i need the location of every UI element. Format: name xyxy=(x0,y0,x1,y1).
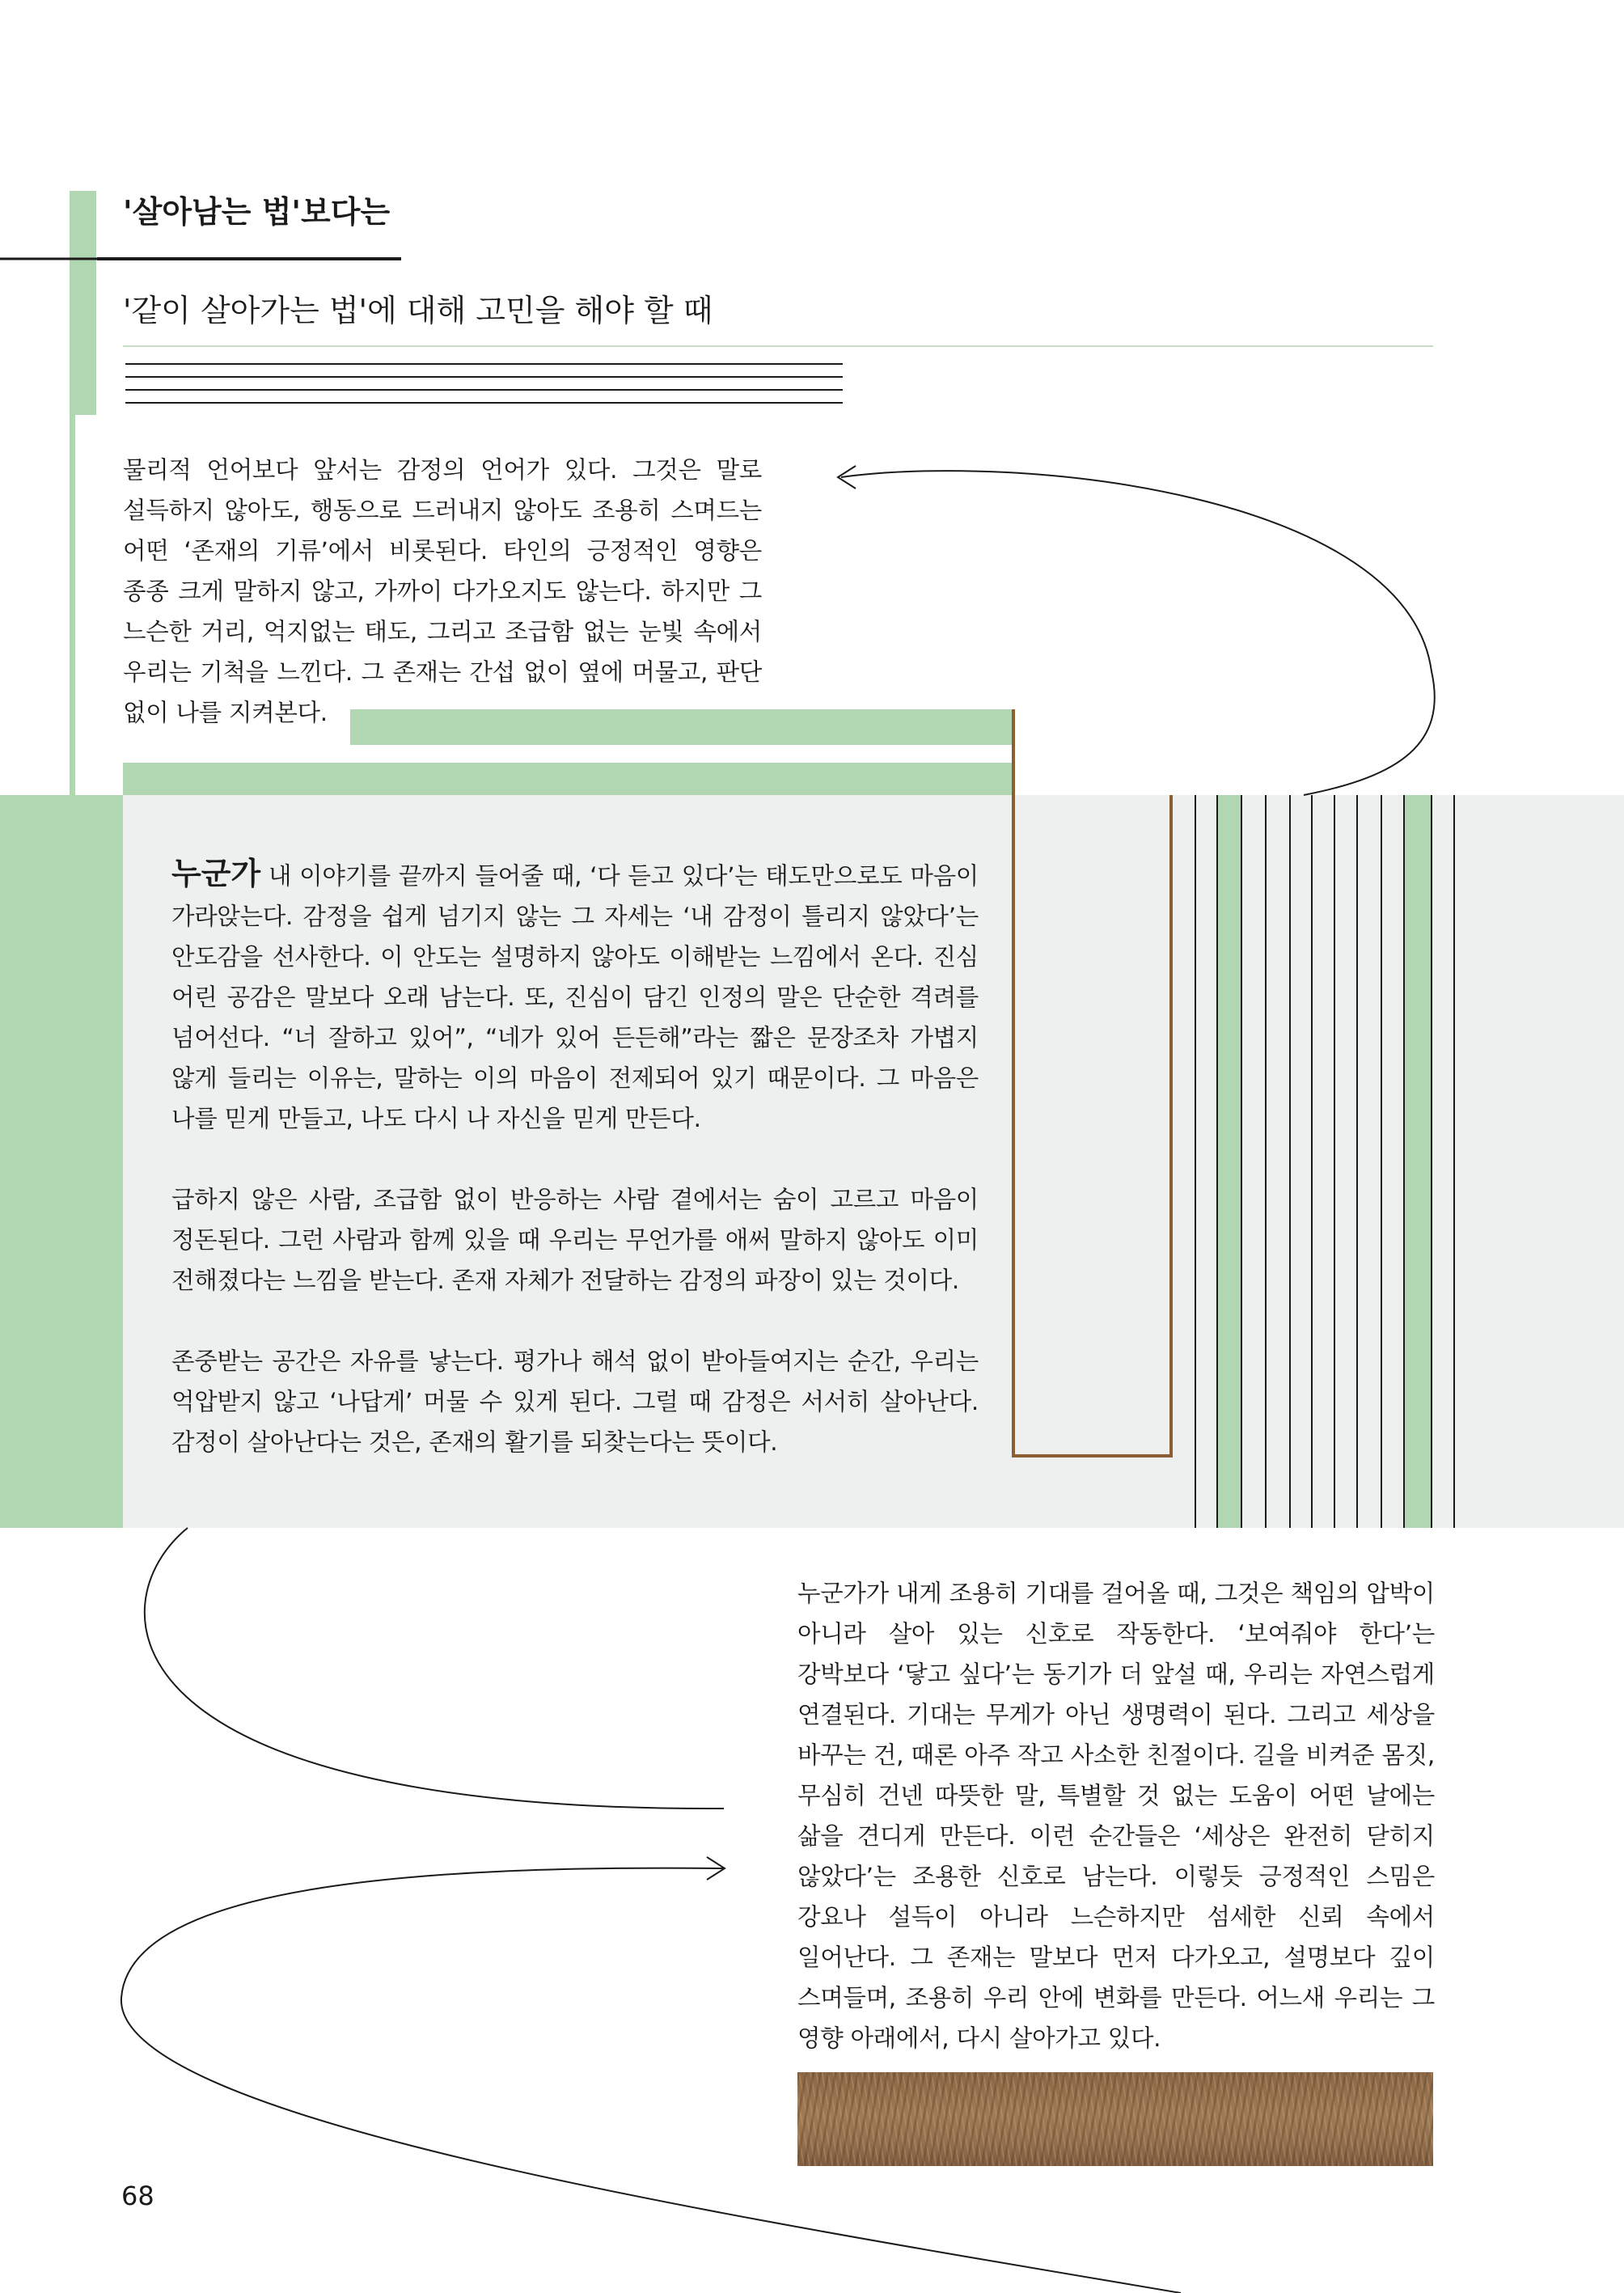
main-article-text xyxy=(171,853,979,1503)
main-paragraph-1 xyxy=(171,853,979,1139)
intro-paragraph: 물리적 언어보다 앞서는 감정의 언어가 있다. 그것은 말로 설득하지 않아도, 행동으로 드러내지 않아도 조용히 스며드는 어떤 ‘존재의 기류’에서 비롯된다. 타인의 긍정적인 영향은 종종 크게 말하지 않고, 가까이 다가오지도 않는다. 하지만 그 느슨한 거리, 억지없는 태도, 그리고 조급함 없는 눈빛 속에서 우리는 기척을 느낀다. 그 존재는 간섭 없이 옆에 머물고, 판단 없이 나를 지켜본다. xyxy=(123,456,762,726)
soil-photo-strip xyxy=(797,2072,1433,2166)
upper-curve-line xyxy=(841,471,1435,795)
main-paragraph-3: 존중받는 공간은 자유를 낳는다. 평가나 해석 없이 받아들여지는 순간, 우리는 억압받지 않고 ‘나답게’ 머물 수 있게 된다. 그럴 때 감정은 서서히 살아난다. 감정이 살아난다는 것은, 존재의 활기를 되찾는다는 뜻이다. xyxy=(171,1347,979,1456)
lead-word: 누군가 xyxy=(171,856,261,891)
main-paragraph-1-text: 내 이야기를 끝까지 들어줄 때, ‘다 듣고 있다’는 태도만으로도 마음이 가라앉는다. 감정을 쉽게 넘기지 않는 그 자세는 ‘내 감정이 틀리지 않았다’는 안도감을 선사한다. 이 안도는 설명하지 않아도 이해받는 느낌에서 온다. 진심 어린 공감은 말보다 오래 남는다. 또, 진심이 담긴 인정의 말은 단순한 격려를 넘어선다. “너 잘하고 있어”, “네가 있어 든든해”라는 짧은 문장조차 가볍지 않게 들리는 이유는, 말하는 이의 마음이 전제되어 있기 때문이다. 그 마음은 나를 믿게 만들고, 나도 다시 나 자신을 믿게 만든다. xyxy=(171,862,979,1132)
green-stripe-2 xyxy=(1404,795,1432,1528)
right-column-paragraph: 누군가가 내게 조용히 기대를 걸어올 때, 그것은 책임의 압박이 아니라 살아 있는 신호로 작동한다. ‘보여줘야 한다’는 강박보다 ‘닿고 싶다’는 동기가 더 앞설 때, 우리는 자연스럽게 연결된다. 기대는 무게가 아닌 생명력이 된다. 그리고 세상을 바꾸는 건, 때론 아주 작고 사소한 친절이다. 길을 비켜준 몸짓, 무심히 건넨 따뜻한 말, 특별할 것 없는 도움이 어떤 날에는 삶을 견디게 만든다. 이런 순간들은 ‘세상은 완전히 닫히지 않았다’는 조용한 신호로 남는다. 이렇듯 긍정적인 스밈은 강요나 설득이 아니라 느슨하지만 섬세한 신뢰 속에서 일어난다. 그 존재는 말보다 먼저 다가오고, 설명보다 깊이 스며들며, 조용히 우리 안에 변화를 만든다. 어느새 우리는 그 영향 아래에서, 다시 살아가고 있다. xyxy=(797,1580,1435,2052)
page-title: '살아남는 법'보다는 xyxy=(123,194,391,230)
green-stripe-1 xyxy=(1217,795,1241,1528)
main-paragraph-2: 급하지 않은 사람, 조급함 없이 반응하는 사람 곁에서는 숨이 고르고 마음이 정돈된다. 그런 사람과 함께 있을 때 우리는 무언가를 애써 말하지 않아도 이미 전해졌다는 느낌을 받는다. 존재 자체가 전달하는 감정의 파장이 있는 것이다. xyxy=(171,1186,979,1294)
page-subtitle: '같이 살아가는 법'에 대해 고민을 해야 할 때 xyxy=(123,293,713,328)
lower-curve-line xyxy=(145,1528,724,1809)
brown-frame-line xyxy=(1013,709,1171,1456)
page-number: 68 xyxy=(121,2181,154,2211)
